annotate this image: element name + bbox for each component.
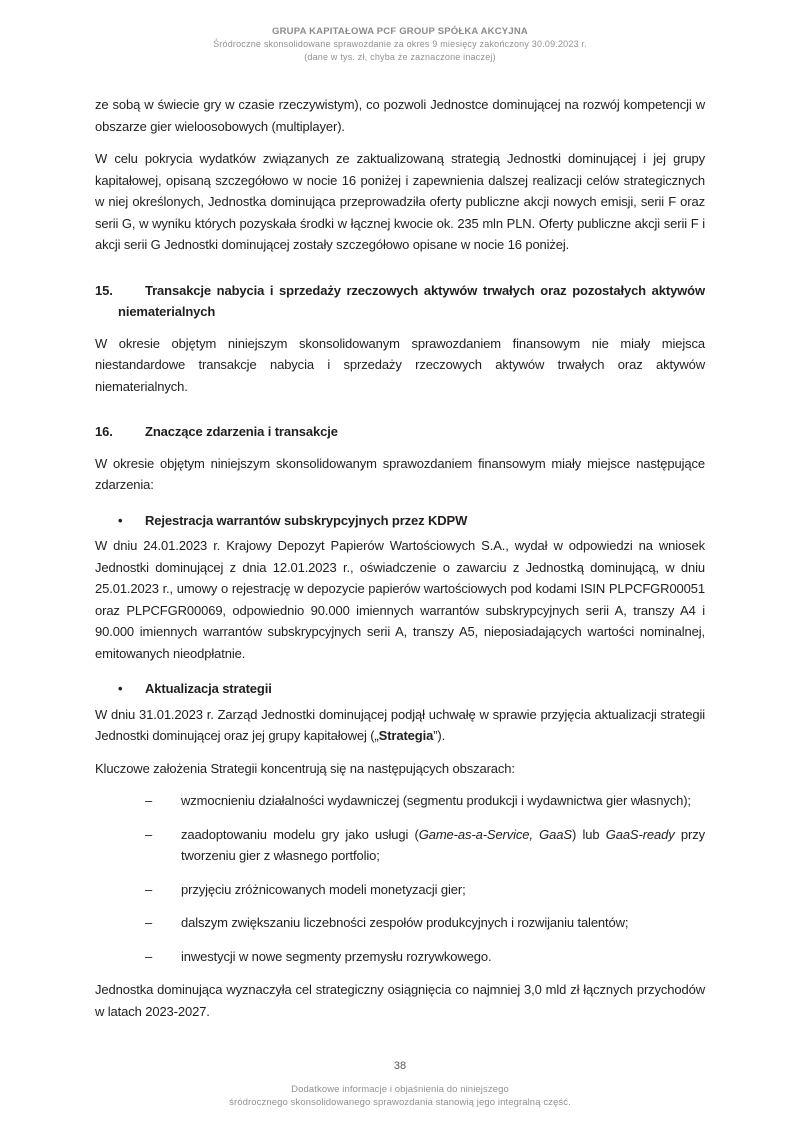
footer-note-line-1: Dodatkowe informacje i objaśnienia do niniejszego [291, 1084, 509, 1095]
data-note: (dane w tys. zł, chyba że zaznaczone inaczej) [304, 52, 496, 62]
section-16-heading [95, 421, 705, 443]
bullet-item-kdpw [118, 510, 705, 532]
dash-icon: – [145, 881, 153, 897]
bullet-icon: • [118, 512, 123, 528]
section-16-number: 16. [95, 424, 113, 439]
continuation-paragraph: ze sobą w świecie gry w czasie rzeczywistym), co pozwoli Jednostce dominującej na rozwój kompetencji w obszarze gier wieloosobowych (multiplayer). [95, 97, 705, 134]
dash-item-gaas [145, 824, 705, 867]
dash-item-teams [145, 912, 705, 934]
dash-list [95, 790, 705, 967]
dash-text-italic: Game-as-a-Service, GaaS [418, 826, 572, 842]
section-16-intro-paragraph: W okresie objętym niniejszym skonsolidowanym sprawozdaniem finansowym miały miejsce następujące zdarzenia: [95, 455, 705, 492]
funding-paragraph: W celu pokrycia wydatków związanych ze zaktualizowaną strategią Jednostki dominującej i jej grupy kapitałowej, opisaną szczegółowo w nocie 16 poniżej i zapewnienia dalszej realizacji celów strategicznych w niej określonych, Jednostka dominująca przeprowadziła oferty publiczne akcji nowych emisji, serii F oraz serii G, w wyniku których pozyskała środki w łącznej kwocie ok. 235 mln PLN. Oferty publiczne akcji serii F i akcji serii G Jednostki dominującej zostały szczegółowo opisane w nocie 16 poniżej. [95, 151, 705, 252]
dash-icon: – [145, 948, 153, 964]
bullet-item-strategy [118, 678, 705, 700]
company-name: GRUPA KAPITAŁOWA PCF GROUP SPÓŁKA AKCYJNA [272, 26, 528, 37]
strategic-goal-paragraph: Jednostka dominująca wyznaczyła cel strategiczny osiągnięcia co najmniej 3,0 mld zł łącznych przychodów w latach 2023-2027. [95, 982, 705, 1019]
document-header [0, 0, 800, 64]
bullet-icon: • [118, 681, 123, 696]
dash-text-part: ) lub [571, 826, 606, 842]
document-body [0, 64, 800, 1022]
dash-text: przyjęciu zróżnicowanych modeli monetyzacji gier; [181, 881, 466, 897]
page-footer [0, 1060, 800, 1109]
bullet-title-kdpw: Rejestracja warrantów subskrypcyjnych przez KDPW [145, 512, 468, 528]
dash-text-part: zaadoptowaniu modelu gry jako usługi ( [181, 826, 419, 842]
footer-note-line-2: śródrocznego skonsolidowanego sprawozdania stanowią jego integralną część. [229, 1097, 571, 1108]
section-15-number: 15. [95, 282, 113, 298]
section-16-title: Znaczące zdarzenia i transakcje [145, 424, 338, 439]
page-number: 38 [393, 1060, 407, 1072]
report-subtitle: Śródroczne skonsolidowane sprawozdanie za okres 9 miesięcy zakończony 30.09.2023 r. [213, 39, 587, 49]
strategy-update-text: W dniu 31.01.2023 r. Zarząd Jednostki dominującej podjął uchwałę w sprawie przyjęcia aktualizacji strategii Jednostki dominującej oraz jej grupy kapitałowej („ [95, 706, 705, 743]
dash-text-part: przy tworzeniu gier z własnego portfolio; [181, 826, 705, 863]
dash-icon: – [145, 826, 153, 842]
strategy-emphasis: Strategia [378, 728, 434, 743]
dash-item-investments [145, 946, 705, 968]
dash-icon: – [145, 793, 153, 808]
dash-text: inwestycji w nowe segmenty przemysłu rozrywkowego. [181, 948, 492, 964]
strategy-update-paragraph [95, 704, 705, 747]
bullet-title-strategy: Aktualizacja strategii [145, 681, 272, 696]
bullet-paragraph-kdpw: W dniu 24.01.2023 r. Krajowy Depozyt Papierów Wartościowych S.A., wydał w odpowiedzi na wniosek Jednostki dominującej z dnia 12.01.2023 r., oświadczenie o zawarciu z Jednostką dominującą, w dniu 25.01.2023 r., umowy o rejestrację w depozycie papierów wartościowych pod kodami ISIN PLPCFGR00051 oraz PLPCFGR00069, odpowiednio 90.000 imiennych warrantów subskrypcyjnych serii A, transzy A4 i 90.000 imiennych warrantów subskrypcyjnych serii A, transzy A5, nieposiadających wartości nominalnej, emitowanych nieodpłatnie. [95, 538, 705, 661]
dash-item-monetization [145, 879, 705, 901]
key-assumptions-paragraph: Kluczowe założenia Strategii koncentrują się na następujących obszarach: [95, 760, 515, 776]
dash-text-italic: GaaS-ready [605, 826, 675, 842]
dash-item-publishing [145, 790, 705, 812]
dash-text: dalszym zwiększaniu liczebności zespołów produkcyjnych i rozwijaniu talentów; [181, 915, 629, 930]
dash-text [181, 824, 705, 867]
section-15-paragraph: W okresie objętym niniejszym skonsolidowanym sprawozdaniem finansowym nie miały miejsca niestandardowe transakcje nabycia i sprzedaży rzeczowych aktywów trwałych oraz aktywów niematerialnych. [95, 335, 705, 394]
section-15-heading [95, 280, 705, 323]
dash-text: wzmocnieniu działalności wydawniczej (segmentu produkcji i wydawnictwa gier własnych); [181, 793, 691, 808]
strategy-update-text-end: ”). [433, 728, 446, 743]
dash-icon: – [145, 915, 153, 930]
section-15-title: Transakcje nabycia i sprzedaży rzeczowych aktywów trwałych oraz pozostałych aktywów niematerialnych [118, 282, 705, 319]
